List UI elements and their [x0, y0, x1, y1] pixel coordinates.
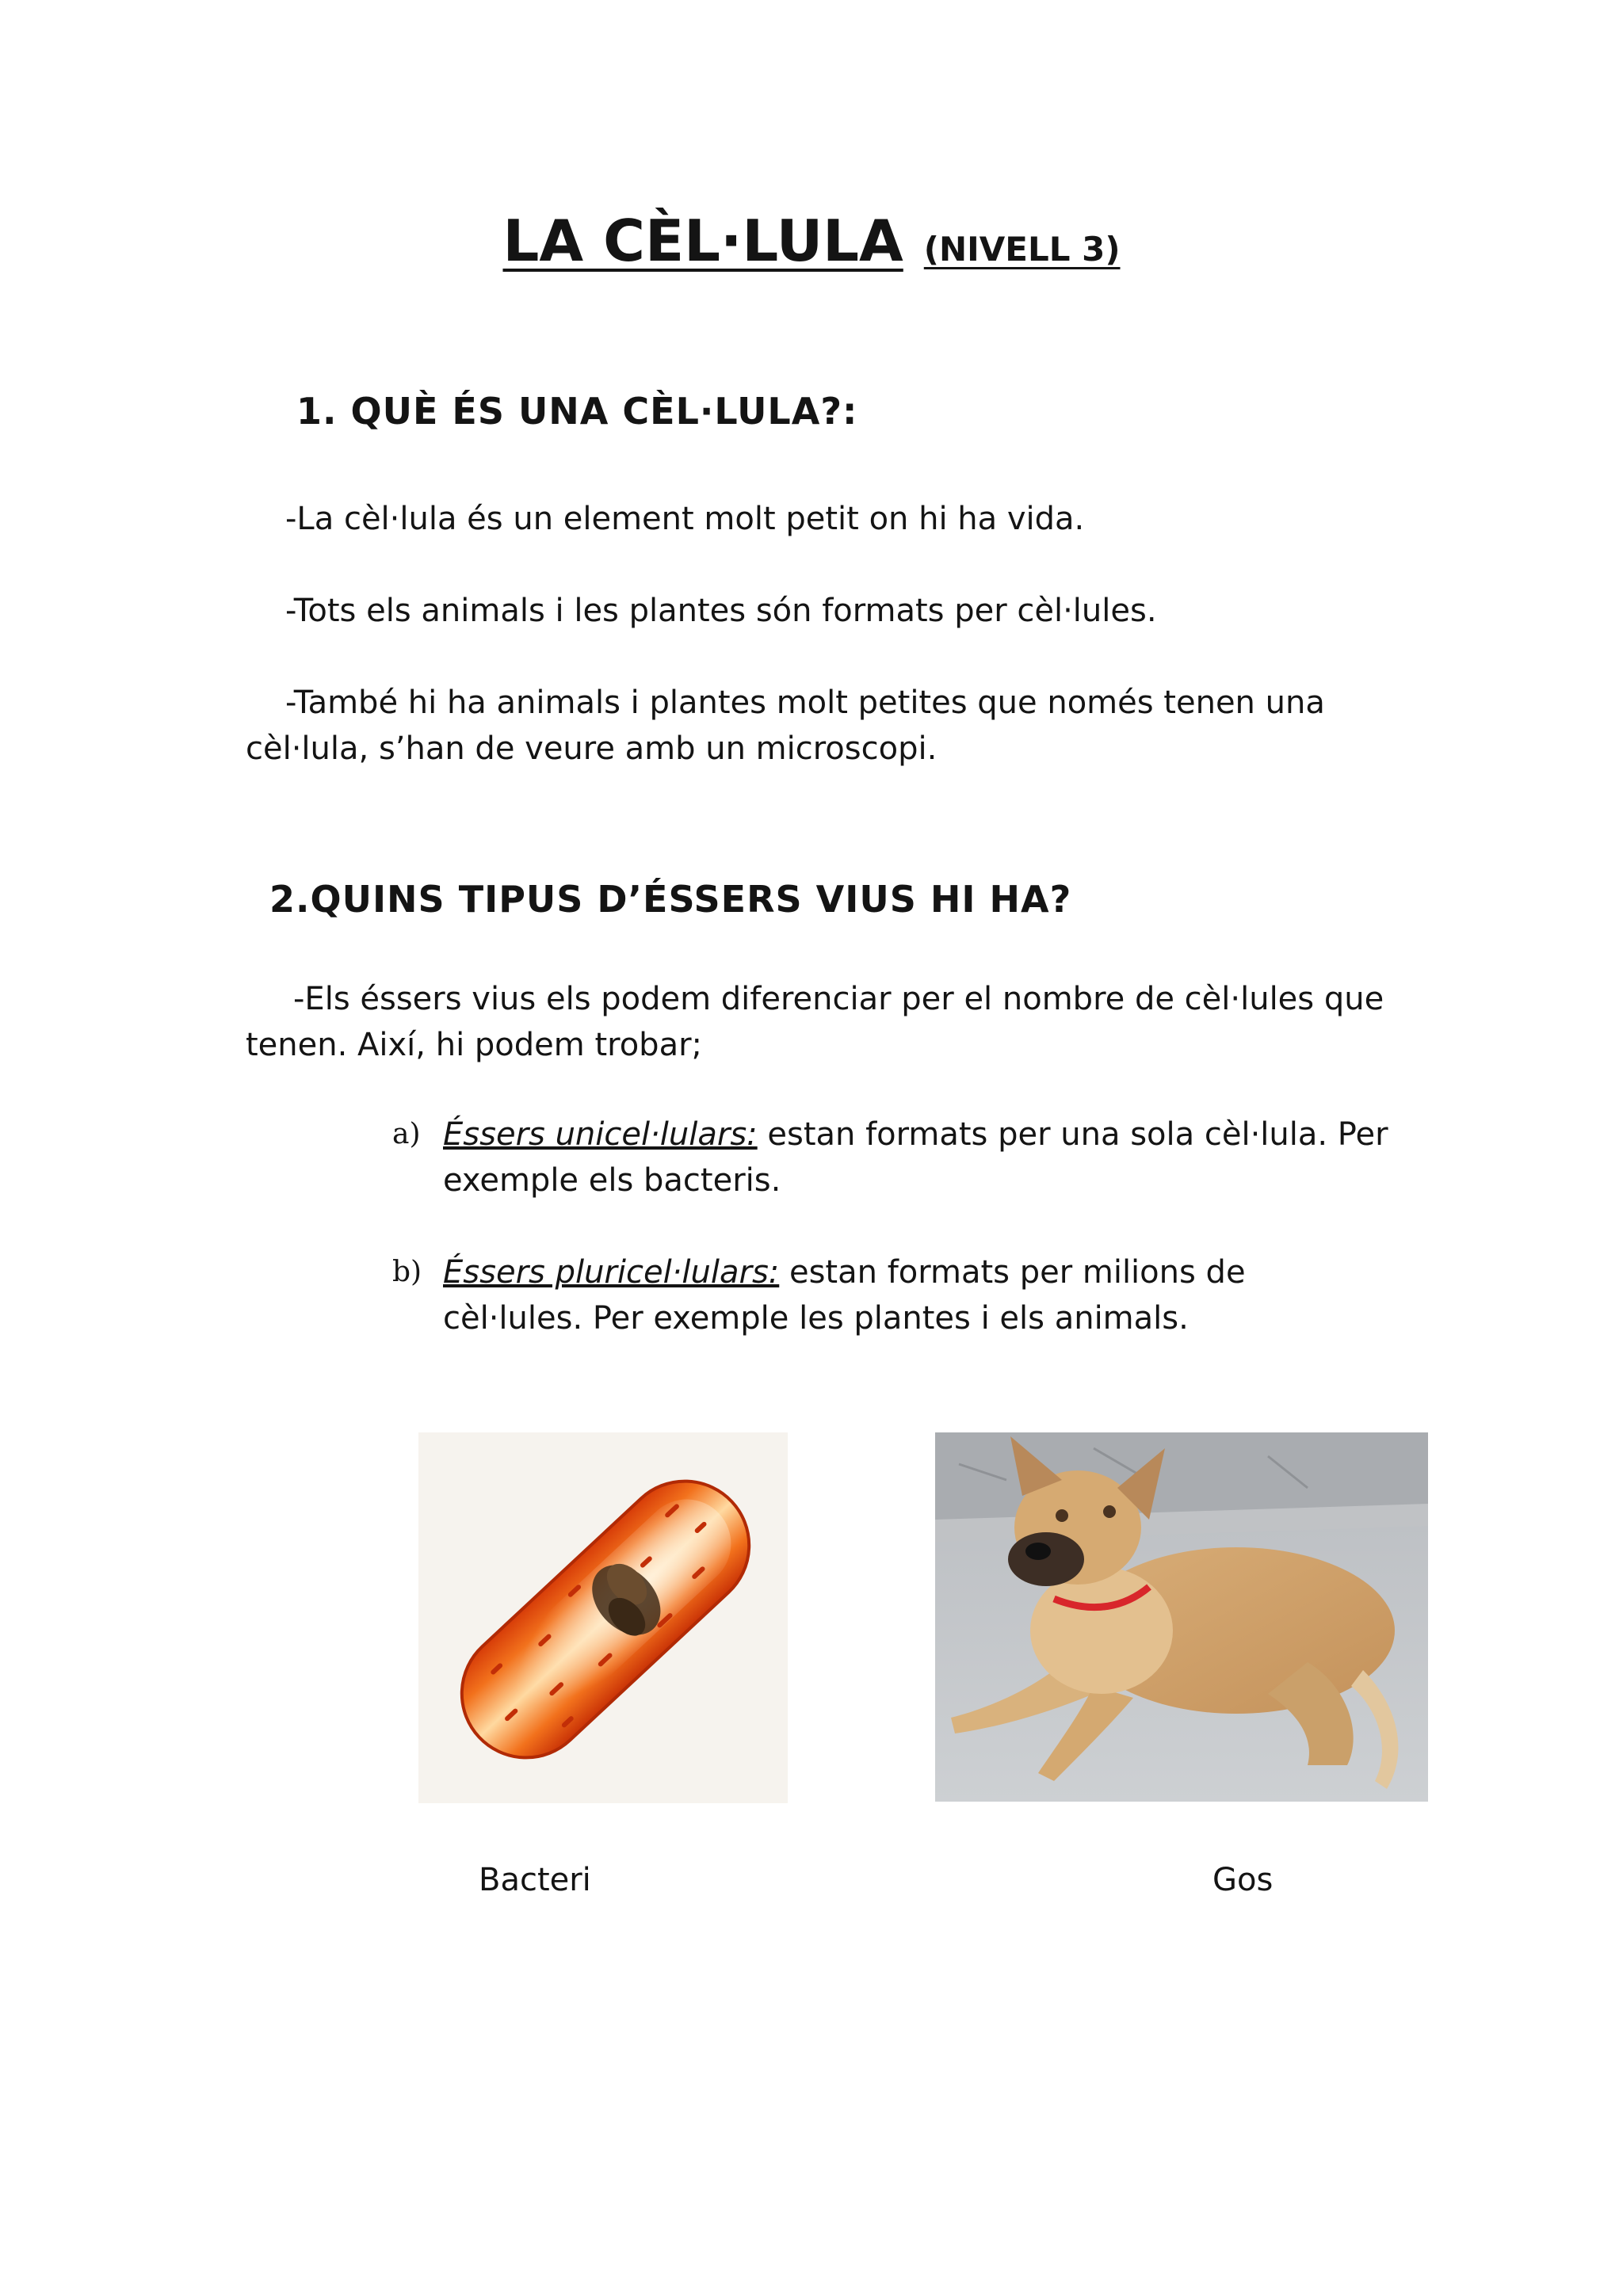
term-multicellular: Éssers pluricel·lulars: — [443, 1254, 780, 1291]
bacterium-caption: Bacteri — [479, 1862, 591, 1898]
term-unicellular: Éssers unicel·lulars: — [443, 1116, 758, 1153]
dog-caption: Gos — [1212, 1862, 1274, 1898]
section-1-paragraph-1: -La cèl·lula és un element molt petit on hi ha vida. — [285, 501, 1085, 537]
dog-image — [935, 1432, 1428, 1802]
list-marker-b: b) — [392, 1256, 422, 1288]
section-1-paragraph-3: -També hi ha animals i plantes molt petites que només tenen una cèl·lula, s’han de veure amb un microscopi. — [246, 685, 1325, 767]
bacterium-image — [418, 1432, 788, 1803]
list-marker-a: a) — [392, 1118, 421, 1150]
list-item-multicellular — [392, 1249, 1391, 1341]
multicellular-description: estan formats per milions de cèl·lules. Per exemple les plantes i els animals. — [443, 1254, 1246, 1337]
title-level: (NIVELL 3) — [923, 230, 1121, 269]
list-item-unicellular — [392, 1112, 1391, 1203]
page-title — [0, 208, 1623, 274]
dog-photo — [935, 1432, 1428, 1802]
bacterium-illustration — [418, 1432, 788, 1803]
section-2-heading: 2.QUINS TIPUS D’ÉSSERS VIUS HI HA? — [269, 878, 1072, 921]
section-1-heading: 1. QUÈ ÉS UNA CÈL·LULA?: — [296, 390, 858, 433]
section-1-paragraph-2: -Tots els animals i les plantes són formats per cèl·lules. — [285, 593, 1157, 629]
title-main: LA CÈL·LULA — [502, 208, 903, 274]
unicellular-description: estan formats per una sola cèl·lula. Per exemple els bacteris. — [443, 1116, 1388, 1199]
section-2-intro: -Els éssers vius els podem diferenciar per el nombre de cèl·lules que tenen. Així, hi podem trobar; — [246, 981, 1384, 1063]
